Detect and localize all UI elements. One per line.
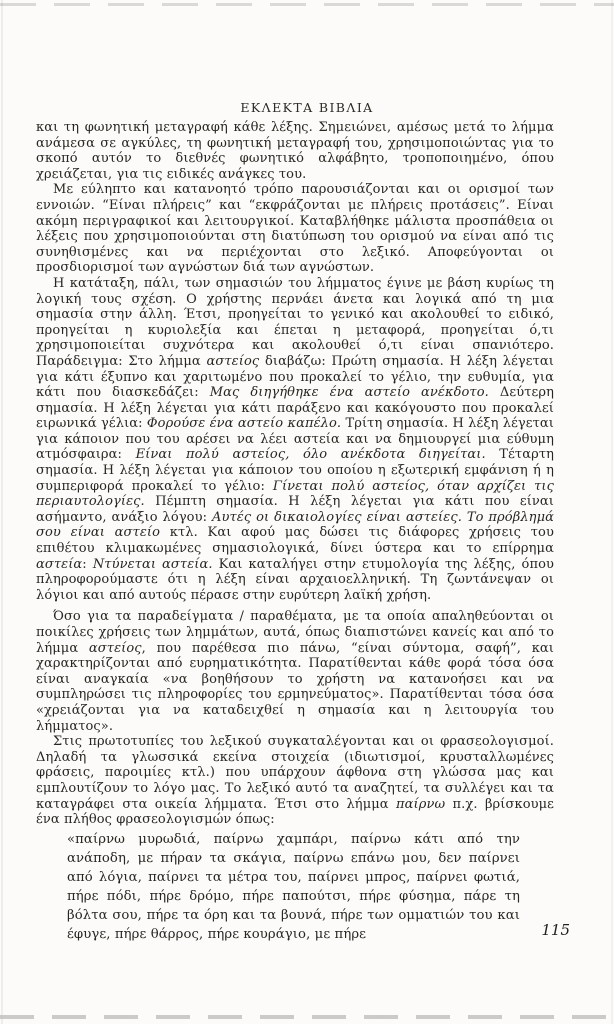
paragraph-senses-ordering	[36, 276, 554, 603]
text-segment: Τρίτη σημασία. Η λέξη λέγεται για κάποιον που του αρέσει να λέει αστεία και να δημιουργεί μια εύθυμη ατμόσφαιρα:	[36, 416, 554, 463]
text-segment: κτλ. Και αφού μας δώσει τις διάφορες χρήσεις του επιθέτου κλιμακωμένες σημασιολογικά, δίνει ύστερα και το επίρρημα	[36, 525, 554, 557]
text-segment: Και καταλήγει στην ετυμολογία της λέξης, όπου πληροφορούμαστε ότι η λέξη είναι αρχαιοελληνική. Τη ζωντάνεψαν οι λόγιοι και από αυτούς πέρασε στην ευρύτερη λαϊκή χρήση.	[36, 556, 555, 603]
text-segment: Με εύληπτο και κατανοητό τρόπο παρουσιάζονται και οι ορισμοί των εννοιών. “Είναι πλήρεις” και “εκφράζονται με πλήρεις προτάσεις”. Είναι ακόμη περιγραφικοί και λειτουργικοί. Καταβλήθηκε μάλιστα προσπάθεια οι λέξεις που χρησιμοποιούνται στη διατύπωση του ορισμού να είναι από τις συνηθισμένες και να περιέχονται στο λεξικό. Αποφεύγονται οι προσδιορισμοί των αγνώστων διά των αγνώστων.	[36, 182, 554, 276]
italic-text-segment: Αυτές οι δικαιολογίες είναι αστείες. Το πρόβλημά σου είναι αστείο	[36, 509, 554, 541]
italic-text-segment: Φορούσε ένα αστείο καπέλο.	[146, 416, 342, 432]
page-edge-shadow-left	[1, 0, 3, 1024]
paragraph-examples	[36, 609, 554, 734]
text-segment: διαβάζω: Πρώτη σημασία. Η λέξη λέγεται για κάτι έξυπνο και χαριτωμένο που προκαλεί το γέλιο, την ευθυμία, για κάτι που διασκεδάζει:	[36, 353, 554, 401]
page-edge-shadow-right	[611, 0, 613, 1024]
paragraph-phraseologisms	[36, 734, 554, 828]
text-segment: και τη φωνητική μεταγραφή κάθε λέξης. Σημειώνει, αμέσως μετά το λήμμα ανάμεσα σε αγκύλες, τη φωνητική μεταγραφή του, χρησιμοποιώντας για το σκοπό αυτόν το διεθνές φωνητικό αλφάβητο, τροποποιημένο, όπου χρειάζεται, για τις ειδικές ανάγκες του.	[36, 120, 554, 182]
text-segment: Δεύτερη σημασία. Η λέξη λέγεται για κάτι παράξενο και κακόγουστο που προκαλεί ειρωνικά γέλια:	[36, 385, 554, 432]
text-segment: «παίρνω μυρωδιά, παίρνω χαμπάρι, παίρνω κάτι από την ανάποδη, με πήραν τα σκάγια, παίρνω επάνω μου, δεν παίρνει από λόγια, παίρνει τα μέτρα του, παίρνει μπρος, παίρνει φωτιά, πήρε πόδι, πήρε δρόμο, πήρε παπούτσι, πήρε φύσημα, πάρε τη βόλτα σου, πήρε τα όρη και τα βουνά, πήρε των ομματιών του και έφυγε, πήρε θάρρος, πήρε κουράγιο, με πήρε	[67, 831, 520, 942]
quotation-block	[67, 830, 520, 944]
running-header: ΕΚΛΕΚΤΑ ΒΙΒΛΙΑ	[240, 100, 374, 115]
italic-text-segment: παίρνω	[396, 796, 446, 812]
italic-text-segment: Γίνεται πολύ αστείος, όταν αρχίζει τις περιαυτολογίες.	[36, 478, 554, 510]
body-text-block	[36, 120, 554, 944]
paragraph-continuation	[36, 120, 554, 182]
italic-text-segment: αστείος	[206, 353, 260, 369]
paragraph-definitions	[36, 182, 554, 276]
italic-text-segment: αστείος	[88, 640, 142, 656]
text-segment: , που παρέθεσα πιο πάνω, “είναι σύντομα, σαφή”, και χαρακτηρίζονται από ευρηματικότητα. Παρατίθενται κάθε φορά τόσα όσα είναι αναγκαία «να βοηθήσουν το χρήστη να κατανοήσει και να συμπληρώσει τις πληροφορίες του ερμηνεύματος». Παρατίθενται τόσα όσα «χρειάζονται για να καταδειχθεί η σημασία και η λειτουργία του λήμματος».	[36, 640, 555, 734]
italic-text-segment: Είναι πολύ αστείος, όλο ανέκδοτα διηγείται.	[135, 447, 486, 463]
text-segment: Τέταρτη σημασία. Η λέξη λέγεται για κάποιον του οποίου η εξωτερική εμφάνιση ή η συμπεριφορά προκαλεί το γέλιο:	[36, 447, 555, 494]
text-segment: :	[82, 556, 93, 572]
italic-text-segment: Ντύνεται αστεία.	[92, 556, 213, 572]
text-segment: Η κατάταξη, πάλι, των σημασιών του λήμματος έγινε με βάση κυρίως τη λογική τους σχέση. Ο χρήστης περνάει άνετα και λογικά από τη μια σημασία στην άλλη. Έτσι, προηγείται το γενικό και ακολουθεί το ειδικό, προηγείται η κυριολεξία και έπεται η μεταφορά, προηγείται ό,τι χρησιμοποιείται συχνότερα και ακολουθεί ό,τι είναι σπανιότερο. Παράδειγμα: Στο λήμμα	[36, 275, 554, 369]
scan-edge-marks-top	[0, 3, 614, 6]
italic-text-segment: αστεία	[36, 556, 83, 572]
text-segment: Όσο για τα παραδείγματα / παραθέματα, με τα οποία απαληθεύονται οι ποικίλες χρήσεις των λημμάτων, αυτά, όπως διαπιστώνει κανείς και από το λήμμα	[36, 609, 554, 656]
text-segment: Στις πρωτοτυπίες του λεξικού συγκαταλέγονται και οι φρασεολογισμοί. Δηλαδή τα γλωσσικά εκείνα στοιχεία (ιδιωτισμοί, κρυσταλλωμένες φράσεις, παροιμίες κτλ.) που υπάρχουν άφθονα στη γλώσσα μας και εμπλουτίζουν το λόγο μας. Το λεξικό αυτό τα αναζητεί, τα συλλέγει και τα καταγράφει στα οικεία λήμματα. Έτσι στο λήμμα	[36, 734, 554, 812]
text-segment: π.χ. βρίσκουμε ένα πλήθος φρασεολογισμών όπως:	[36, 796, 555, 828]
page-number: 115	[541, 921, 570, 939]
text-segment: Πέμπτη σημασία. Η λέξη λέγεται για κάτι που είναι ασήμαντο, ανάξιο λόγου:	[36, 494, 554, 525]
scan-edge-marks-bottom	[0, 1015, 614, 1019]
italic-text-segment: Μας διηγήθηκε ένα αστείο ανέκδοτο.	[209, 385, 489, 401]
